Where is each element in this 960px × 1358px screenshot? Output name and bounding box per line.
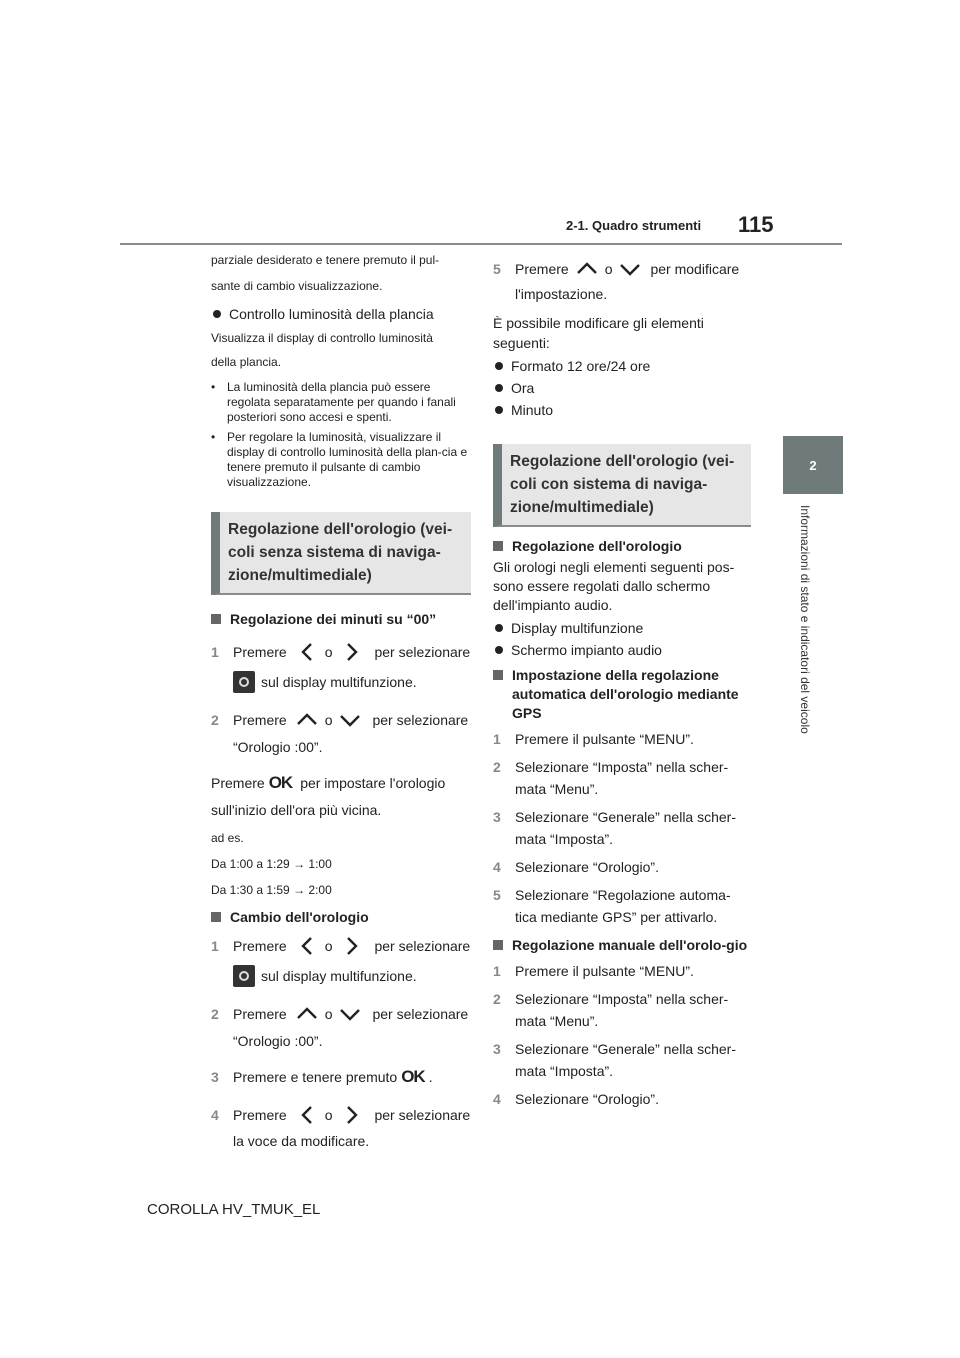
chevron-down-icon	[618, 258, 642, 280]
bullet-icon	[495, 362, 503, 370]
example-2	[211, 880, 471, 900]
chevron-up-icon	[575, 258, 599, 280]
example-text: Da 1:30 a 1:59	[211, 883, 290, 897]
list-item	[493, 400, 751, 420]
gear-icon	[233, 965, 255, 987]
step-or: o	[324, 644, 333, 660]
intro-line-1: parziale desiderato e tenere premuto il pul-	[211, 253, 440, 267]
example-1	[211, 854, 471, 874]
chevron-right-icon	[340, 935, 362, 957]
subheading-clock	[493, 537, 751, 556]
list-item	[493, 618, 751, 638]
step-2: 2 Premere o per selezionare	[211, 709, 471, 731]
list-item-text: Formato 12 ore/24 ore	[511, 358, 651, 374]
step-text: .	[428, 1069, 433, 1085]
step-text: per selezionare	[372, 712, 469, 728]
square-bullet-icon	[493, 940, 503, 950]
change-step-2-cont	[233, 1030, 471, 1052]
chevron-right-icon	[340, 641, 362, 663]
subheading-manual	[493, 936, 751, 955]
chapter-tab	[783, 436, 843, 494]
possible-text-2: seguenti:	[493, 335, 550, 351]
auto-step: 3 Selezionare “Generale” nella scher-mata “Imposta”.	[493, 806, 751, 850]
page-number: 115	[738, 212, 774, 237]
step-text: Selezionare “Orologio”.	[515, 1091, 659, 1107]
bullet-label: Controllo luminosità della plancia	[229, 306, 434, 322]
step-text: la voce da modificare.	[233, 1133, 370, 1149]
note-2-text: Per regolare la luminosità, visualizzare il display di controllo luminosità della plan-cia e tenere premuto il pulsante di cambio visualizzazione.	[227, 430, 468, 489]
step-text: Selezionare “Imposta” nella scher-mata “Menu”.	[515, 759, 729, 797]
example-text: 1:00	[308, 857, 332, 871]
gear-icon	[233, 671, 255, 693]
clock-text: Gli orologi negli elementi seguenti pos-sono essere regolati dallo schermo dell'impianto audio.	[493, 559, 735, 613]
step-text: per modificare	[650, 261, 740, 277]
step-text: Premere	[233, 644, 287, 660]
list-item-text: Minuto	[511, 402, 554, 418]
subheading-change	[211, 908, 471, 927]
chevron-down-icon	[338, 1003, 362, 1025]
section-heading: Regolazione dell'orologio (vei-coli con sistema di naviga-zione/multimediale)	[493, 444, 751, 527]
step-1: 1 Premere o per selezionare	[211, 641, 471, 663]
subheading-change-text: Cambio dell'orologio	[230, 909, 369, 925]
step-text: Premere	[515, 261, 569, 277]
subheading-minutes	[211, 610, 471, 629]
step-text: Selezionare “Imposta” nella scher-mata “Menu”.	[515, 991, 729, 1029]
section-title: 2-1. Quadro strumenti	[566, 218, 702, 233]
bullet-brightness	[211, 304, 471, 324]
header-rule	[120, 243, 842, 245]
square-bullet-icon	[493, 670, 503, 680]
step-text: Premere	[233, 1107, 287, 1123]
step-text: Premere	[233, 1006, 287, 1022]
right-column	[493, 252, 751, 1110]
note-1-text: La luminosità della plancia può essere regolata separatamente per quando i fanali posteriori sono accesi e spenti.	[227, 380, 456, 424]
bullet-icon	[495, 384, 503, 392]
manual-step: 2 Selezionare “Imposta” nella scher-mata “Menu”.	[493, 988, 751, 1032]
step-text: l'impostazione.	[515, 286, 608, 302]
step-text: “Orologio :00”.	[233, 1033, 323, 1049]
step-text: per impostare l'orologio	[300, 775, 446, 791]
chevron-left-icon	[297, 1104, 319, 1126]
list-item	[493, 640, 751, 660]
step-text: “Orologio :00”.	[233, 739, 323, 755]
step-or: o	[604, 261, 613, 277]
list-item-text: Display multifunzione	[511, 620, 644, 636]
square-bullet-icon	[211, 912, 221, 922]
section-heading: Regolazione dell'orologio (vei-coli senza sistema di naviga-zione/multimediale)	[211, 512, 471, 595]
bullet-icon	[495, 406, 503, 414]
subheading-auto	[493, 666, 751, 723]
possible-text-1: È possibile modificare gli elementi	[493, 315, 704, 331]
footer-model-code: COROLLA HV_TMUK_EL	[147, 1201, 321, 1218]
step-text: per selezionare	[372, 1006, 469, 1022]
arrow-right-icon: →	[293, 883, 306, 897]
chevron-left-icon	[297, 935, 319, 957]
note-2: • Per regolare la luminosità, visualizzare il display di controllo luminosità della plan-cia e tenere premuto il pulsante di cambio visualizzazione.	[211, 430, 471, 490]
ok-icon: OK	[401, 1067, 425, 1086]
subheading-auto-text: Impostazione della regolazione automatica dell'orologio mediante GPS	[512, 667, 739, 721]
chapter-side-label	[782, 505, 842, 765]
step-text: Premere	[233, 712, 287, 728]
list-item	[493, 356, 751, 376]
change-step-4-cont	[233, 1130, 471, 1152]
subheading-minutes-text: Regolazione dei minuti su “00”	[230, 611, 437, 627]
chevron-left-icon	[297, 641, 319, 663]
step-text: Premere il pulsante “MENU”.	[515, 963, 694, 979]
step-text: Premere	[211, 775, 265, 791]
ok-instruction-cont	[211, 799, 471, 821]
step-or: o	[324, 938, 333, 954]
example-text: 2:00	[308, 883, 332, 897]
step-text: Selezionare “Regolazione automa-tica mediante GPS” per attivarlo.	[515, 887, 731, 925]
chevron-down-icon	[338, 709, 362, 731]
step-text: Selezionare “Generale” nella scher-mata “Imposta”.	[515, 809, 736, 847]
chapter-number: 2	[809, 457, 817, 473]
step-text: sul display multifunzione.	[261, 968, 417, 984]
arrow-right-icon: →	[293, 857, 306, 871]
auto-step: 2 Selezionare “Imposta” nella scher-mata “Menu”.	[493, 756, 751, 800]
step-text: Selezionare “Orologio”.	[515, 859, 659, 875]
subheading-manual-text: Regolazione manuale dell'orolo-gio	[512, 937, 748, 953]
change-step-1-cont	[233, 965, 471, 987]
chevron-up-icon	[295, 1003, 319, 1025]
example-label: ad es.	[211, 831, 244, 845]
ok-icon: OK	[268, 773, 293, 792]
note-1: • La luminosità della plancia può essere regolata separatamente per quando i fanali posteriori sono accesi e spenti.	[211, 380, 471, 425]
step-text: Premere il pulsante “MENU”.	[515, 731, 694, 747]
list-item-text: Schermo impianto audio	[511, 642, 662, 658]
step-or: o	[324, 1006, 333, 1022]
change-step-2: 2 Premere o per selezionare	[211, 1003, 471, 1025]
subheading-clock-text: Regolazione dell'orologio	[512, 538, 682, 554]
manual-step: 1 Premere il pulsante “MENU”.	[493, 960, 751, 982]
step-or: o	[324, 1107, 333, 1123]
auto-step: 1 Premere il pulsante “MENU”.	[493, 728, 751, 750]
step-text: Premere e tenere premuto	[233, 1069, 398, 1085]
chapter-title: Informazioni di stato e indicatori del veicolo	[798, 505, 812, 734]
intro-line-2: sante di cambio visualizzazione.	[211, 279, 383, 293]
step-or: o	[324, 712, 333, 728]
auto-step: 4 Selezionare “Orologio”.	[493, 856, 751, 878]
bullet-icon	[495, 624, 503, 632]
step-text: per selezionare	[374, 1107, 471, 1123]
change-step-4: 4 Premere o per selezionare	[211, 1104, 471, 1126]
step-text: sull'inizio dell'ora più vicina.	[211, 802, 382, 818]
chevron-up-icon	[295, 709, 319, 731]
step-5-cont	[515, 283, 751, 305]
step-text: per selezionare	[374, 938, 471, 954]
auto-step: 5 Selezionare “Regolazione automa-tica mediante GPS” per attivarlo.	[493, 884, 751, 928]
square-bullet-icon	[211, 614, 221, 624]
step-text: per selezionare	[374, 644, 471, 660]
step-text: Selezionare “Generale” nella scher-mata “Imposta”.	[515, 1041, 736, 1079]
bullet-icon	[495, 646, 503, 654]
ok-instruction	[211, 772, 471, 794]
step-text: sul display multifunzione.	[261, 674, 417, 690]
example-text: Da 1:00 a 1:29	[211, 857, 290, 871]
manual-step: 3 Selezionare “Generale” nella scher-mata “Imposta”.	[493, 1038, 751, 1082]
step-5: 5 Premere o per modificare	[493, 258, 751, 280]
step-1-cont	[233, 671, 471, 693]
list-item	[493, 378, 751, 398]
manual-step: 4 Selezionare “Orologio”.	[493, 1088, 751, 1110]
brightness-text-2: della plancia.	[211, 355, 282, 369]
brightness-text-1: Visualizza il display di controllo luminosità	[211, 331, 433, 345]
step-2-cont	[233, 736, 471, 758]
bullet-icon	[213, 310, 221, 318]
left-column	[211, 252, 471, 1152]
chevron-right-icon	[340, 1104, 362, 1126]
list-item-text: Ora	[511, 380, 535, 396]
change-step-3: 3 Premere e tenere premuto OK .	[211, 1067, 433, 1086]
square-bullet-icon	[493, 541, 503, 551]
step-text: Premere	[233, 938, 287, 954]
change-step-1: 1 Premere o per selezionare	[211, 935, 471, 957]
